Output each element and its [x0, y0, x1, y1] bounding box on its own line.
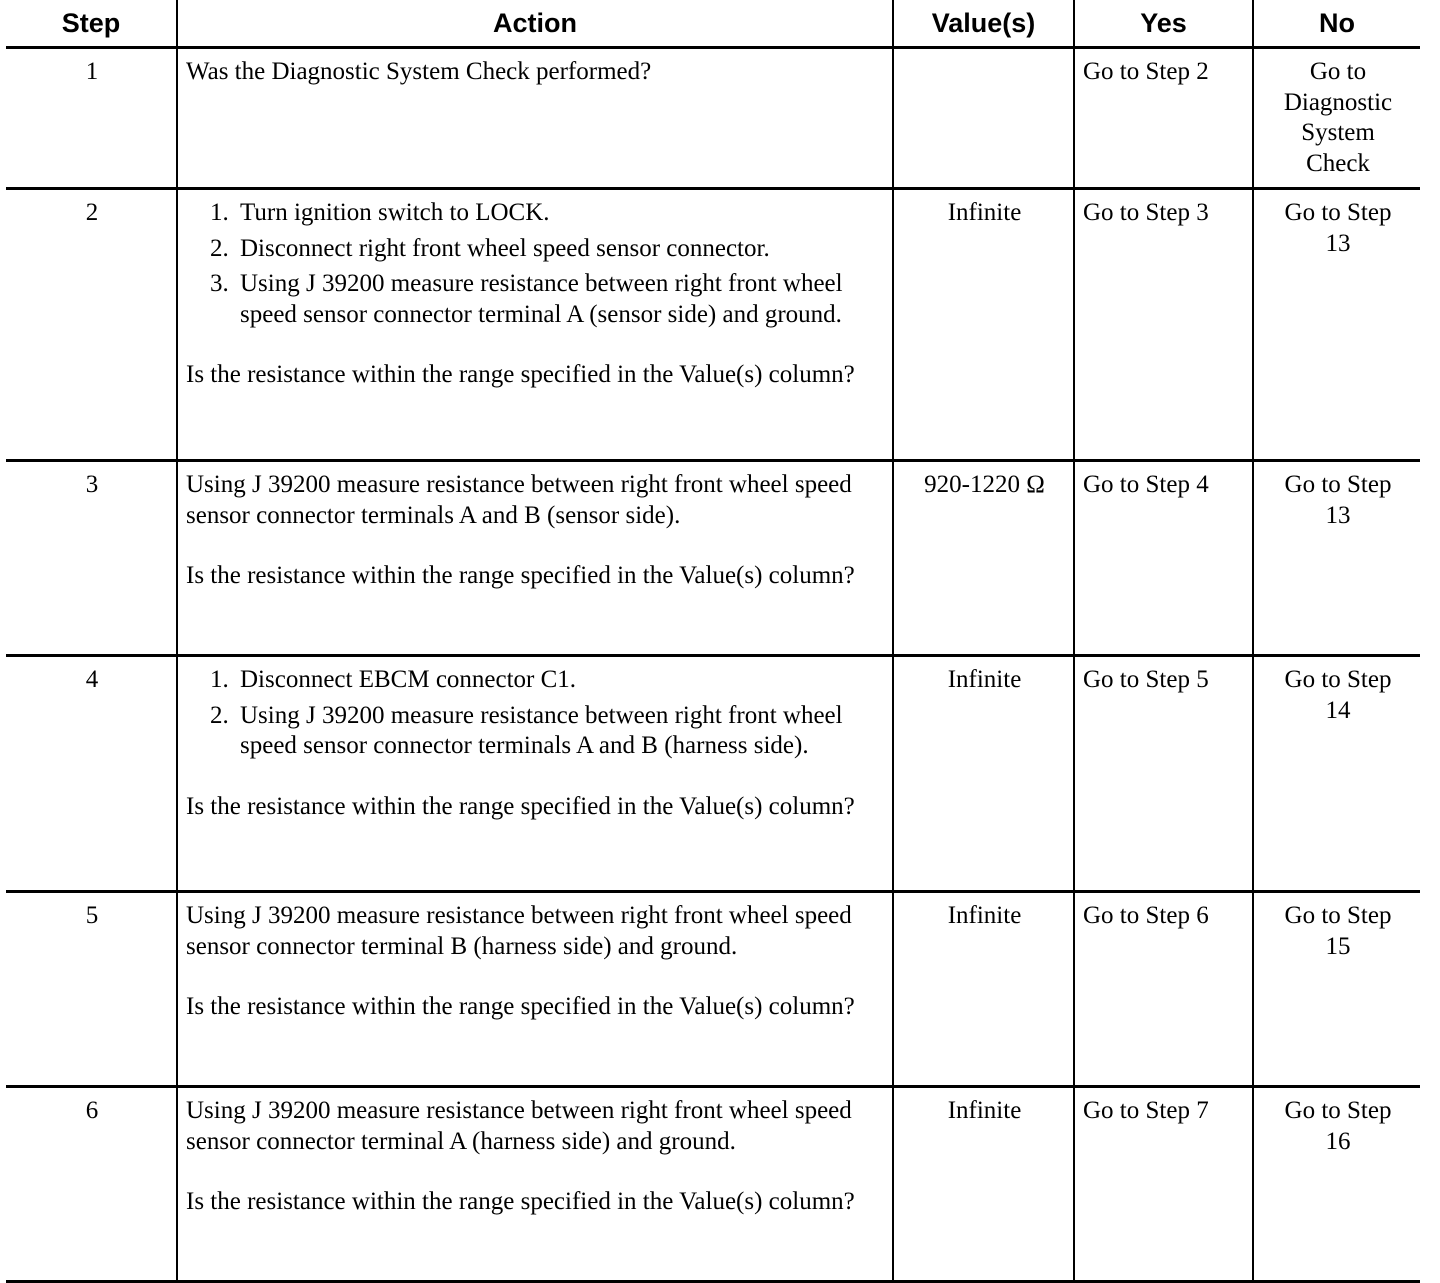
yes-cell: Go to Step 7: [1074, 1087, 1253, 1282]
action-cell: [177, 461, 893, 656]
no-text: Go to Step 16: [1284, 1097, 1392, 1155]
action-step: [210, 234, 886, 265]
no-text: Go to Step 14: [1284, 666, 1392, 724]
diagnostic-table: [6, 0, 1420, 1283]
step-number: 6: [6, 1087, 177, 1282]
yes-cell: Go to Step 3: [1074, 189, 1253, 461]
table-row: [6, 1087, 1420, 1282]
step-item-text: Using J 39200 measure resistance between right front wheel speed sensor connector terminals A and B (harness side).: [240, 701, 843, 759]
value-cell: 920-1220 Ω: [893, 461, 1074, 656]
action-question: Is the resistance within the range specified in the Value(s) column?: [186, 993, 855, 1020]
yes-cell: Go to Step 2: [1074, 48, 1253, 189]
action-cell: [177, 48, 893, 189]
step-number: 4: [6, 656, 177, 892]
action-text: Using J 39200 measure resistance between right front wheel speed sensor connector terminal B (harness side) and ground.: [186, 902, 852, 960]
step-item-text: Disconnect right front wheel speed sensor connector.: [240, 234, 770, 262]
action-step: [210, 701, 886, 762]
action-cell: [177, 1087, 893, 1282]
action-step: [210, 269, 886, 330]
value-cell: Infinite: [893, 656, 1074, 892]
no-cell: [1253, 892, 1420, 1087]
action-cell: [177, 189, 893, 461]
step-item-number: 1.: [210, 199, 229, 226]
table-row: [6, 189, 1420, 461]
table-row: [6, 656, 1420, 892]
action-text: Was the Diagnostic System Check performed?: [186, 58, 652, 85]
step-number: 1: [6, 48, 177, 189]
action-text: Using J 39200 measure resistance between right front wheel speed sensor connector terminal A (harness side) and ground.: [186, 1097, 852, 1155]
header-row: [6, 0, 1420, 48]
action-steps: [186, 665, 886, 762]
no-text: Go to Step 13: [1284, 199, 1392, 257]
action-step: [210, 665, 886, 696]
header-no: No: [1253, 0, 1420, 48]
step-item-text: Disconnect EBCM connector C1.: [240, 666, 577, 693]
step-item-number: 2.: [210, 701, 229, 729]
action-text: Using J 39200 measure resistance between right front wheel speed sensor connector terminals A and B (sensor side).: [186, 471, 852, 529]
header-values: Value(s): [893, 0, 1074, 48]
no-text: Go to Diagnostic System Check: [1283, 58, 1393, 177]
no-cell: [1253, 461, 1420, 656]
no-cell: [1253, 48, 1420, 189]
table-row: [6, 892, 1420, 1087]
table-row: [6, 48, 1420, 189]
step-item-text: Turn ignition switch to LOCK.: [240, 199, 550, 226]
action-question: Is the resistance within the range specified in the Value(s) column?: [186, 792, 855, 820]
action-question: Is the resistance within the range specified in the Value(s) column?: [186, 1188, 855, 1215]
step-number: 3: [6, 461, 177, 656]
table-row: [6, 461, 1420, 656]
no-text: Go to Step 13: [1284, 471, 1392, 529]
no-text: Go to Step 15: [1284, 902, 1392, 960]
step-number: 5: [6, 892, 177, 1087]
value-cell: Infinite: [893, 1087, 1074, 1282]
step-number: 2: [6, 189, 177, 461]
value-cell: Infinite: [893, 892, 1074, 1087]
value-cell: Infinite: [893, 189, 1074, 461]
step-item-number: 3.: [210, 270, 229, 297]
header-yes: Yes: [1074, 0, 1253, 48]
action-question: Is the resistance within the range specified in the Value(s) column?: [186, 562, 855, 589]
no-cell: [1253, 189, 1420, 461]
no-cell: [1253, 1087, 1420, 1282]
action-step: [210, 198, 886, 229]
action-cell: [177, 656, 893, 892]
action-question: Is the resistance within the range specified in the Value(s) column?: [186, 361, 855, 388]
no-cell: [1253, 656, 1420, 892]
header-step: Step: [6, 0, 177, 48]
action-cell: [177, 892, 893, 1087]
step-item-number: 2.: [210, 234, 229, 262]
yes-cell: Go to Step 4: [1074, 461, 1253, 656]
step-item-text: Using J 39200 measure resistance between right front wheel speed sensor connector terminal A (sensor side) and ground.: [240, 270, 843, 328]
yes-cell: Go to Step 6: [1074, 892, 1253, 1087]
value-cell: [893, 48, 1074, 189]
yes-cell: Go to Step 5: [1074, 656, 1253, 892]
header-action: Action: [177, 0, 893, 48]
step-item-number: 1.: [210, 666, 229, 693]
action-steps: [186, 198, 886, 330]
